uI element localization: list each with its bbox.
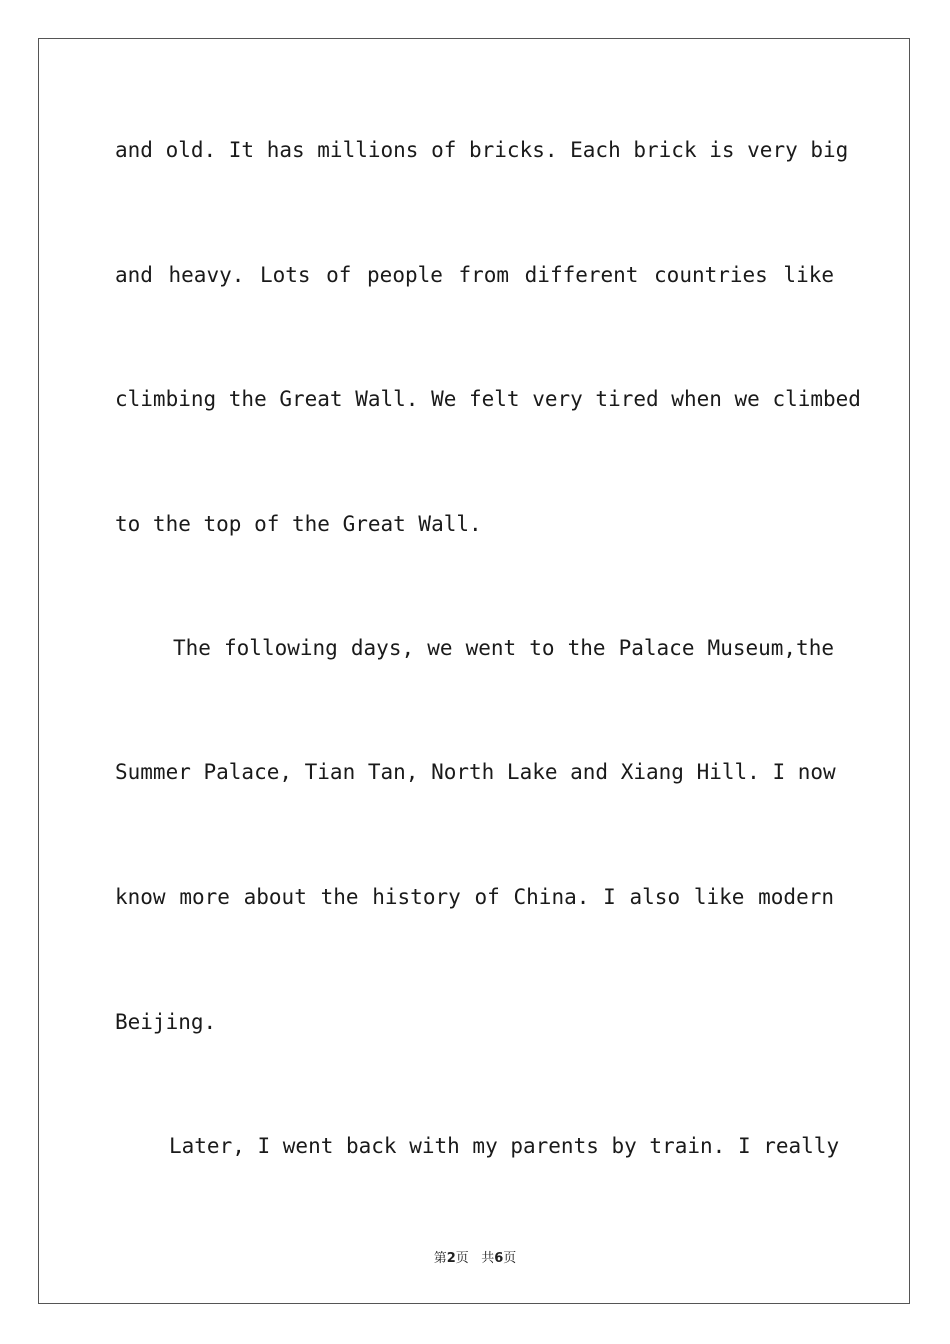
text-line: Beijing.: [115, 1010, 217, 1034]
page-footer: [0, 1247, 950, 1266]
text-line: climbing the Great Wall. We felt very tired when we climbed: [115, 387, 861, 411]
text-line: Summer Palace, Tian Tan, North Lake and Xiang Hill. I now: [115, 760, 836, 784]
text-line: know more about the history of China. I also like modern: [115, 885, 834, 909]
text-line: and old. It has millions of bricks. Each brick is very big: [115, 138, 849, 162]
paragraph-start-line: The following days, we went to the Palace Museum,the: [173, 636, 834, 660]
text-line: and heavy. Lots of people from different countries like: [115, 263, 834, 287]
paragraph-start-line: Later, I went back with my parents by train. I really: [169, 1134, 840, 1158]
page-border: [38, 38, 910, 1304]
footer-total-prefix: 共: [481, 1251, 495, 1266]
footer-page-number: 2: [446, 1251, 456, 1266]
text-line: to the top of the Great Wall.: [115, 512, 482, 536]
footer-page-prefix: 第: [433, 1251, 447, 1266]
footer-total-suffix: 页: [503, 1251, 517, 1266]
footer-page-suffix: 页: [455, 1251, 469, 1266]
footer-total-pages: 6: [494, 1251, 504, 1266]
